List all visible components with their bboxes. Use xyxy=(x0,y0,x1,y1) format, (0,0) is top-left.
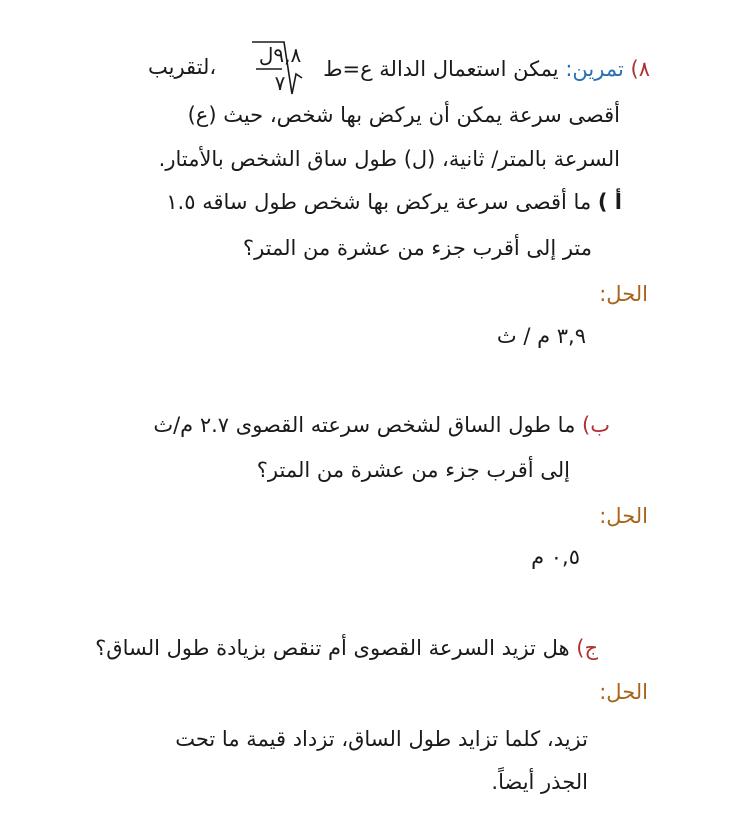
exercise-line-3: السرعة بالمتر/ ثانية، (ل) طول ساق الشخص بالأمتار. xyxy=(158,147,620,171)
part-b-solution-label: الحل: xyxy=(599,504,648,528)
exercise-label: تمرين: xyxy=(565,57,624,81)
part-a-text: ما أقصى سرعة يركض بها شخص طول ساقه ١.٥ xyxy=(166,190,592,214)
part-c-text: هل تزيد السرعة القصوى أم تنقص بزيادة طول الساق؟ xyxy=(95,636,570,660)
formula-numerator: ٩,٨ل xyxy=(258,43,302,67)
part-c-marker: ج) xyxy=(576,636,598,660)
part-b-question-line-2: إلى أقرب جزء من عشرة من المتر؟ xyxy=(256,458,570,482)
part-b-question-line-1 xyxy=(153,411,610,439)
part-c-question-line-1 xyxy=(95,634,598,662)
part-b-marker: ب) xyxy=(582,413,610,437)
exercise-number: ٨) xyxy=(630,57,650,81)
formula-denominator: ٧ xyxy=(274,71,286,95)
part-a-solution-label: الحل: xyxy=(599,282,648,306)
part-a-question-line-1 xyxy=(166,188,622,216)
exercise-line-2: أقصى سرعة يمكن أن يركض بها شخص، حيث (ع) xyxy=(187,103,620,127)
part-a-marker: أ ) xyxy=(597,190,622,214)
part-a-answer: ٣,٩ م / ث xyxy=(496,324,586,348)
part-a-question-line-2: متر إلى أقرب جزء من عشرة من المتر؟ xyxy=(242,236,592,260)
exercise-header-line xyxy=(323,55,650,83)
part-c-solution-label: الحل: xyxy=(599,680,648,704)
part-b-answer: ٠,٥ م xyxy=(531,545,580,569)
part-c-answer-line-2: الجذر أيضاً. xyxy=(491,770,588,794)
exercise-intro: يمكن استعمال الدالة ع=ط xyxy=(323,57,559,81)
square-root-formula xyxy=(250,40,308,96)
exercise-after-formula: ،لتقريب xyxy=(148,55,217,79)
part-c-answer-line-1: تزيد، كلما تزايد طول الساق، تزداد قيمة ما تحت xyxy=(175,727,588,751)
part-b-text: ما طول الساق لشخص سرعته القصوى ٢.٧ م/ث xyxy=(153,413,576,437)
